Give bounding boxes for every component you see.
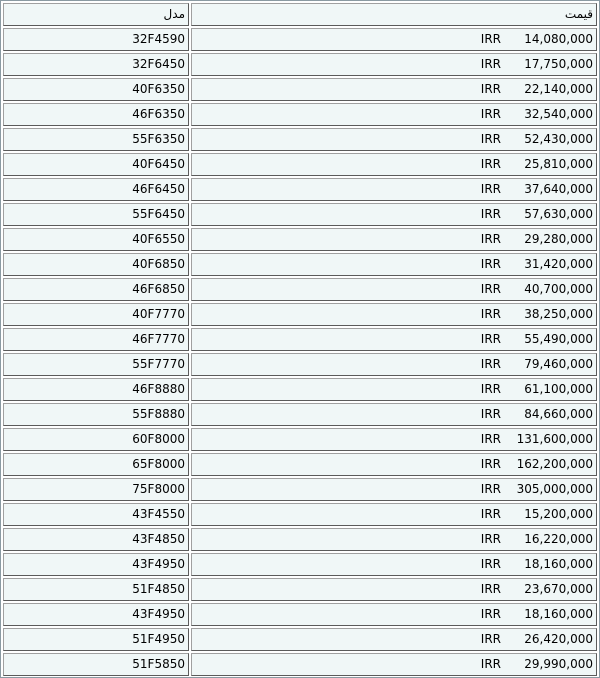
currency-label: IRR bbox=[480, 582, 501, 596]
table-row bbox=[3, 378, 597, 401]
model-cell: 55F8880 bbox=[3, 403, 189, 426]
currency-label: IRR bbox=[480, 232, 501, 246]
price-cell bbox=[191, 378, 597, 401]
price-amount: 26,420,000 bbox=[524, 632, 593, 646]
price-amount: 32,540,000 bbox=[524, 107, 593, 121]
price-cell bbox=[191, 403, 597, 426]
price-cell bbox=[191, 103, 597, 126]
model-cell: 65F8000 bbox=[3, 453, 189, 476]
price-amount: 31,420,000 bbox=[524, 257, 593, 271]
table-row bbox=[3, 78, 597, 101]
model-cell: 43F4950 bbox=[3, 553, 189, 576]
currency-label: IRR bbox=[480, 107, 501, 121]
model-cell: 43F4850 bbox=[3, 528, 189, 551]
price-amount: 61,100,000 bbox=[524, 382, 593, 396]
currency-label: IRR bbox=[480, 607, 501, 621]
table-row bbox=[3, 203, 597, 226]
table-row bbox=[3, 53, 597, 76]
currency-label: IRR bbox=[480, 532, 501, 546]
price-amount: 162,200,000 bbox=[516, 457, 593, 471]
price-amount: 57,630,000 bbox=[524, 207, 593, 221]
table-row bbox=[3, 503, 597, 526]
currency-label: IRR bbox=[480, 32, 501, 46]
price-cell bbox=[191, 278, 597, 301]
price-amount: 55,490,000 bbox=[524, 332, 593, 346]
price-cell bbox=[191, 228, 597, 251]
currency-label: IRR bbox=[480, 207, 501, 221]
table-row bbox=[3, 453, 597, 476]
currency-label: IRR bbox=[480, 182, 501, 196]
model-cell: 40F6550 bbox=[3, 228, 189, 251]
model-cell: 46F6450 bbox=[3, 178, 189, 201]
currency-label: IRR bbox=[480, 332, 501, 346]
currency-label: IRR bbox=[480, 557, 501, 571]
currency-label: IRR bbox=[480, 507, 501, 521]
currency-label: IRR bbox=[480, 457, 501, 471]
model-cell: 60F8000 bbox=[3, 428, 189, 451]
table-row bbox=[3, 253, 597, 276]
price-cell bbox=[191, 128, 597, 151]
price-cell bbox=[191, 653, 597, 676]
table-row bbox=[3, 278, 597, 301]
model-cell: 55F6350 bbox=[3, 128, 189, 151]
currency-label: IRR bbox=[480, 132, 501, 146]
currency-label: IRR bbox=[480, 432, 501, 446]
price-amount: 23,670,000 bbox=[524, 582, 593, 596]
price-cell bbox=[191, 603, 597, 626]
currency-label: IRR bbox=[480, 157, 501, 171]
model-cell: 51F4950 bbox=[3, 628, 189, 651]
price-cell bbox=[191, 328, 597, 351]
table-row bbox=[3, 403, 597, 426]
price-amount: 131,600,000 bbox=[516, 432, 593, 446]
price-amount: 37,640,000 bbox=[524, 182, 593, 196]
model-cell: 75F8000 bbox=[3, 478, 189, 501]
header-price: قیمت bbox=[191, 3, 597, 26]
price-cell bbox=[191, 578, 597, 601]
price-cell bbox=[191, 553, 597, 576]
table-row bbox=[3, 603, 597, 626]
currency-label: IRR bbox=[480, 482, 501, 496]
table-row bbox=[3, 328, 597, 351]
table-row bbox=[3, 128, 597, 151]
table-body bbox=[3, 28, 597, 676]
model-cell: 55F7770 bbox=[3, 353, 189, 376]
price-amount: 84,660,000 bbox=[524, 407, 593, 421]
price-amount: 18,160,000 bbox=[524, 557, 593, 571]
price-cell bbox=[191, 453, 597, 476]
table-row bbox=[3, 553, 597, 576]
model-cell: 40F6850 bbox=[3, 253, 189, 276]
table-row bbox=[3, 578, 597, 601]
price-cell bbox=[191, 28, 597, 51]
price-amount: 29,280,000 bbox=[524, 232, 593, 246]
currency-label: IRR bbox=[480, 657, 501, 671]
model-cell: 40F7770 bbox=[3, 303, 189, 326]
model-cell: 46F7770 bbox=[3, 328, 189, 351]
table-row bbox=[3, 628, 597, 651]
table-row bbox=[3, 528, 597, 551]
price-cell bbox=[191, 153, 597, 176]
price-cell bbox=[191, 203, 597, 226]
model-cell: 46F8880 bbox=[3, 378, 189, 401]
price-amount: 14,080,000 bbox=[524, 32, 593, 46]
price-amount: 17,750,000 bbox=[524, 57, 593, 71]
currency-label: IRR bbox=[480, 407, 501, 421]
model-cell: 55F6450 bbox=[3, 203, 189, 226]
model-cell: 51F5850 bbox=[3, 653, 189, 676]
currency-label: IRR bbox=[480, 82, 501, 96]
table-row bbox=[3, 153, 597, 176]
price-amount: 305,000,000 bbox=[516, 482, 593, 496]
price-amount: 15,200,000 bbox=[524, 507, 593, 521]
price-cell bbox=[191, 78, 597, 101]
model-cell: 46F6350 bbox=[3, 103, 189, 126]
model-cell: 32F6450 bbox=[3, 53, 189, 76]
price-cell bbox=[191, 478, 597, 501]
price-amount: 40,700,000 bbox=[524, 282, 593, 296]
price-cell bbox=[191, 628, 597, 651]
price-amount: 29,990,000 bbox=[524, 657, 593, 671]
currency-label: IRR bbox=[480, 632, 501, 646]
price-amount: 18,160,000 bbox=[524, 607, 593, 621]
currency-label: IRR bbox=[480, 257, 501, 271]
model-cell: 40F6450 bbox=[3, 153, 189, 176]
price-amount: 79,460,000 bbox=[524, 357, 593, 371]
currency-label: IRR bbox=[480, 282, 501, 296]
model-cell: 51F4850 bbox=[3, 578, 189, 601]
table-row bbox=[3, 228, 597, 251]
price-cell bbox=[191, 528, 597, 551]
currency-label: IRR bbox=[480, 382, 501, 396]
model-cell: 32F4590 bbox=[3, 28, 189, 51]
table-row bbox=[3, 428, 597, 451]
price-amount: 52,430,000 bbox=[524, 132, 593, 146]
table-row bbox=[3, 353, 597, 376]
price-amount: 16,220,000 bbox=[524, 532, 593, 546]
price-cell bbox=[191, 353, 597, 376]
price-cell bbox=[191, 428, 597, 451]
table-header-row bbox=[3, 3, 597, 26]
price-cell bbox=[191, 253, 597, 276]
table-row bbox=[3, 478, 597, 501]
table-row bbox=[3, 103, 597, 126]
price-amount: 22,140,000 bbox=[524, 82, 593, 96]
model-cell: 43F4950 bbox=[3, 603, 189, 626]
table-row bbox=[3, 178, 597, 201]
table-row bbox=[3, 653, 597, 676]
price-cell bbox=[191, 53, 597, 76]
model-cell: 43F4550 bbox=[3, 503, 189, 526]
price-cell bbox=[191, 178, 597, 201]
currency-label: IRR bbox=[480, 357, 501, 371]
currency-label: IRR bbox=[480, 307, 501, 321]
model-cell: 46F6850 bbox=[3, 278, 189, 301]
table-row bbox=[3, 28, 597, 51]
model-cell: 40F6350 bbox=[3, 78, 189, 101]
table-row bbox=[3, 303, 597, 326]
currency-label: IRR bbox=[480, 57, 501, 71]
header-model: مدل bbox=[3, 3, 189, 26]
price-amount: 38,250,000 bbox=[524, 307, 593, 321]
price-cell bbox=[191, 303, 597, 326]
price-cell bbox=[191, 503, 597, 526]
price-amount: 25,810,000 bbox=[524, 157, 593, 171]
